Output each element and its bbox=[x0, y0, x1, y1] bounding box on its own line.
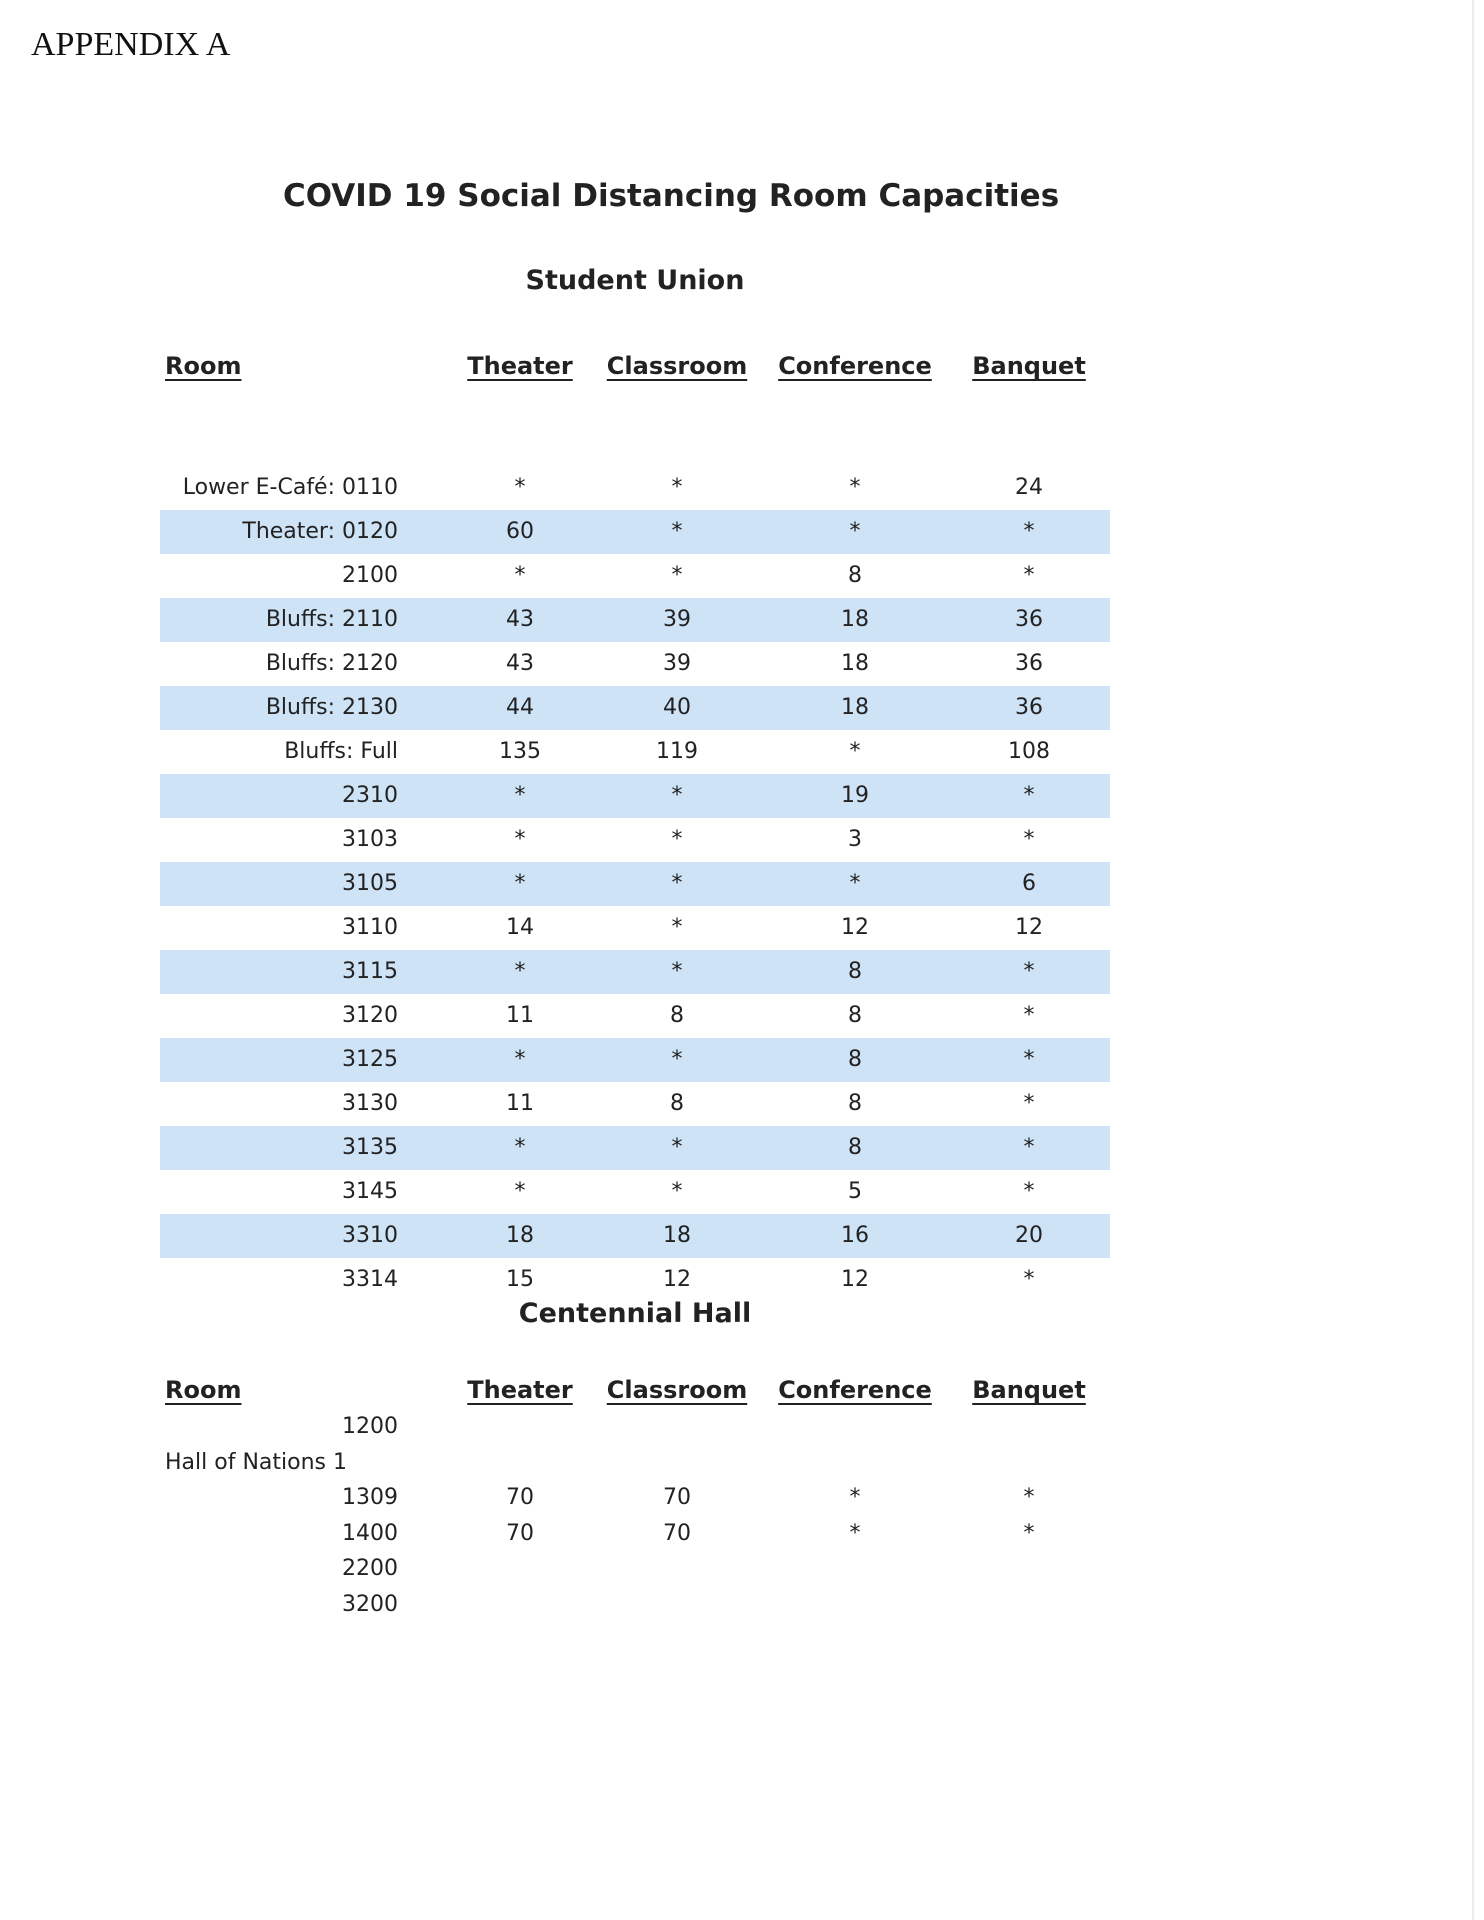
banquet-cell: * bbox=[1023, 1091, 1035, 1116]
classroom-cell: 12 bbox=[663, 1267, 691, 1292]
classroom-cell: 8 bbox=[670, 1091, 684, 1116]
classroom-cell: 8 bbox=[670, 1003, 684, 1028]
room-cell: Hall of Nations 1 bbox=[165, 1449, 347, 1475]
room-cell: 3120 bbox=[342, 1003, 398, 1028]
classroom-cell: * bbox=[671, 915, 683, 940]
col-header-room: Room bbox=[165, 352, 242, 380]
theater-cell: * bbox=[514, 1179, 526, 1204]
theater-cell: 44 bbox=[506, 695, 534, 720]
banquet-cell: 108 bbox=[1008, 739, 1050, 764]
room-cell: 3110 bbox=[342, 915, 398, 940]
room-cell: Lower E-Café: 0110 bbox=[182, 475, 398, 500]
theater-cell: 70 bbox=[506, 1520, 534, 1546]
banquet-cell: * bbox=[1023, 1135, 1035, 1160]
banquet-cell: * bbox=[1023, 1485, 1035, 1510]
banquet-cell: 12 bbox=[1015, 915, 1043, 940]
conference-cell: 5 bbox=[848, 1179, 862, 1204]
room-cell: Bluffs: Full bbox=[284, 739, 398, 764]
conference-cell: 8 bbox=[848, 1091, 862, 1116]
banquet-cell: 36 bbox=[1015, 651, 1043, 676]
banquet-cell: 20 bbox=[1015, 1223, 1043, 1248]
theater-cell: 135 bbox=[499, 739, 541, 764]
conference-cell: 12 bbox=[841, 915, 869, 940]
classroom-cell: 119 bbox=[656, 739, 698, 764]
theater-cell: 43 bbox=[506, 651, 534, 676]
classroom-cell: * bbox=[671, 475, 683, 500]
conference-cell: * bbox=[849, 739, 861, 764]
col-header-conference: Conference bbox=[778, 1376, 932, 1404]
room-cell: 3125 bbox=[342, 1047, 398, 1072]
classroom-cell: * bbox=[671, 519, 683, 544]
conference-cell: * bbox=[849, 871, 861, 896]
room-cell: 3200 bbox=[342, 1591, 398, 1617]
conference-cell: 8 bbox=[848, 563, 862, 588]
banquet-cell: * bbox=[1023, 827, 1035, 852]
theater-cell: 11 bbox=[506, 1003, 534, 1028]
theater-cell: 14 bbox=[506, 915, 534, 940]
classroom-cell: 18 bbox=[663, 1223, 691, 1248]
room-cell: Bluffs: 2130 bbox=[265, 695, 398, 720]
conference-cell: 18 bbox=[841, 607, 869, 632]
classroom-cell: * bbox=[671, 827, 683, 852]
conference-cell: * bbox=[849, 519, 861, 544]
theater-cell: * bbox=[514, 959, 526, 984]
theater-cell: * bbox=[514, 871, 526, 896]
theater-cell: * bbox=[514, 1135, 526, 1160]
room-cell: Bluffs: 2110 bbox=[265, 607, 398, 632]
classroom-cell: 70 bbox=[663, 1485, 691, 1510]
theater-cell: 60 bbox=[506, 519, 534, 544]
col-header-classroom: Classroom bbox=[606, 352, 748, 380]
section-title-centennial-hall: Centennial Hall bbox=[518, 1298, 752, 1329]
appendix-label: APPENDIX A bbox=[31, 26, 231, 63]
classroom-cell: 40 bbox=[663, 695, 691, 720]
room-cell: Theater: 0120 bbox=[242, 519, 398, 544]
banquet-cell: * bbox=[1023, 563, 1035, 588]
conference-cell: 3 bbox=[848, 827, 862, 852]
col-header-banquet: Banquet bbox=[972, 1376, 1086, 1404]
conference-cell: 8 bbox=[848, 959, 862, 984]
banquet-cell: * bbox=[1023, 1267, 1035, 1292]
room-cell: 1400 bbox=[342, 1520, 398, 1546]
room-cell: 2200 bbox=[342, 1556, 398, 1581]
conference-cell: 12 bbox=[841, 1267, 869, 1292]
banquet-cell: 24 bbox=[1015, 475, 1043, 500]
theater-cell: 15 bbox=[506, 1267, 534, 1292]
room-cell: 3115 bbox=[342, 959, 398, 984]
room-cell: 1309 bbox=[342, 1485, 398, 1510]
room-cell: 3130 bbox=[342, 1091, 398, 1116]
theater-cell: 70 bbox=[506, 1485, 534, 1510]
theater-cell: * bbox=[514, 827, 526, 852]
classroom-cell: * bbox=[671, 783, 683, 808]
theater-cell: * bbox=[514, 1047, 526, 1072]
col-header-classroom: Classroom bbox=[606, 1376, 748, 1404]
conference-cell: * bbox=[849, 475, 861, 500]
conference-cell: 8 bbox=[848, 1047, 862, 1072]
classroom-cell: * bbox=[671, 1179, 683, 1204]
conference-cell: 18 bbox=[841, 651, 869, 676]
classroom-cell: * bbox=[671, 871, 683, 896]
banquet-cell: 36 bbox=[1015, 607, 1043, 632]
banquet-cell: * bbox=[1023, 959, 1035, 984]
conference-cell: * bbox=[849, 1485, 861, 1510]
room-cell: 1200 bbox=[342, 1414, 398, 1439]
col-header-room: Room bbox=[165, 1376, 242, 1404]
col-header-theater: Theater bbox=[467, 1376, 573, 1404]
room-cell: 3310 bbox=[342, 1223, 398, 1248]
theater-cell: * bbox=[514, 783, 526, 808]
conference-cell: * bbox=[849, 1520, 861, 1546]
theater-cell: * bbox=[514, 475, 526, 500]
room-cell: 3135 bbox=[342, 1135, 398, 1160]
theater-cell: 43 bbox=[506, 607, 534, 632]
conference-cell: 8 bbox=[848, 1003, 862, 1028]
room-cell: 2100 bbox=[342, 563, 398, 588]
banquet-cell: * bbox=[1023, 1003, 1035, 1028]
page-edge bbox=[1472, 0, 1474, 1920]
banquet-cell: * bbox=[1023, 519, 1035, 544]
banquet-cell: 36 bbox=[1015, 695, 1043, 720]
conference-cell: 19 bbox=[841, 783, 869, 808]
classroom-cell: * bbox=[671, 1047, 683, 1072]
classroom-cell: * bbox=[671, 1135, 683, 1160]
room-cell: Bluffs: 2120 bbox=[265, 651, 398, 676]
col-header-theater: Theater bbox=[467, 352, 573, 380]
room-cell: 3145 bbox=[342, 1179, 398, 1204]
classroom-cell: * bbox=[671, 563, 683, 588]
room-cell: 2310 bbox=[342, 783, 398, 808]
banquet-cell: * bbox=[1023, 1520, 1035, 1546]
room-cell: 3314 bbox=[342, 1267, 398, 1292]
banquet-cell: * bbox=[1023, 1047, 1035, 1072]
banquet-cell: * bbox=[1023, 1179, 1035, 1204]
theater-cell: * bbox=[514, 563, 526, 588]
conference-cell: 16 bbox=[841, 1223, 869, 1248]
classroom-cell: 70 bbox=[663, 1520, 691, 1546]
theater-cell: 18 bbox=[506, 1223, 534, 1248]
conference-cell: 8 bbox=[848, 1135, 862, 1160]
conference-cell: 18 bbox=[841, 695, 869, 720]
banquet-cell: * bbox=[1023, 783, 1035, 808]
room-cell: 3105 bbox=[342, 871, 398, 896]
theater-cell: 11 bbox=[506, 1091, 534, 1116]
room-cell: 3103 bbox=[342, 827, 398, 852]
banquet-cell: 6 bbox=[1022, 871, 1036, 896]
col-header-conference: Conference bbox=[778, 352, 932, 380]
section-title-student-union: Student Union bbox=[525, 265, 745, 296]
classroom-cell: * bbox=[671, 959, 683, 984]
col-header-banquet: Banquet bbox=[972, 352, 1086, 380]
page-title: COVID 19 Social Distancing Room Capacities bbox=[283, 178, 1060, 214]
classroom-cell: 39 bbox=[663, 607, 691, 632]
classroom-cell: 39 bbox=[663, 651, 691, 676]
